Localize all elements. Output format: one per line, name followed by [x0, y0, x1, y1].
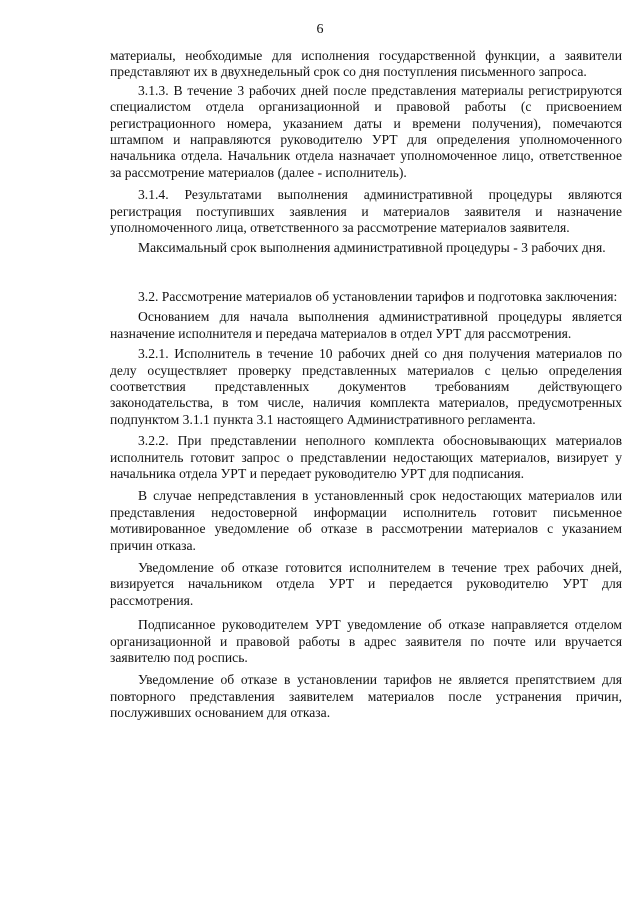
document-body [110, 48, 622, 722]
paragraph-max-term: Максимальный срок выполнения административной процедуры - 3 рабочих дня. [138, 240, 606, 256]
paragraph-not-obstacle: Уведомление об отказе в установлении тарифов не является препятствием для повторного представления заявителем материалов после устранения причин, послуживших основанием для отказа. [110, 672, 622, 721]
paragraph-non-submission: В случае непредставления в установленный срок недостающих материалов или представления недостоверной информации исполнитель готовит письменное мотивированное уведомление об отказе в рассмотрении материалов с указанием причин отказа. [110, 488, 622, 553]
paragraph-3-2-1: 3.2.1. Исполнитель в течение 10 рабочих дней со дня получения материалов по делу осуществляет проверку представленных материалов с целью определения соответствия представленных документов требованиям действующего законодательства, в том числе, наличия комплекта материалов, предусмотренных подпунктом 3.1.1 пункта 3.1 настоящего Административного регламента. [110, 346, 622, 427]
paragraph-refusal-notice: Уведомление об отказе готовится исполнителем в течение трех рабочих дней, визируется начальником отдела УРТ и передается руководителю УРТ для рассмотрения. [110, 559, 622, 608]
paragraph-3-1-3: 3.1.3. В течение 3 рабочих дней после представления материалы регистрируются специалистом отдела организационной и правовой работы (с присвоением регистрационного номера, указанием даты и времени получения), помечаются штампом и направляются руководителю УРТ для определения уполномоченного начальника отдела. Начальник отдела назначает уполномоченное лицо, ответственное за рассмотрение материалов (далее - исполнитель). [110, 82, 622, 180]
paragraph-basis: Основанием для начала выполнения административной процедуры является назначение исполнителя и передача материалов в отдел УРТ для рассмотрения. [110, 309, 622, 341]
paragraph-3-2-heading: 3.2. Рассмотрение материалов об установлении тарифов и подготовка заключения: [138, 288, 618, 304]
paragraph-3-1-4: 3.1.4. Результатами выполнения административной процедуры являются регистрация поступивших заявления и материалов заявителя и назначение уполномоченного лица, ответственного за рассмотрение материалов заявителя. [110, 187, 622, 236]
paragraph-continuation: материалы, необходимые для исполнения государственной функции, а заявители представляют их в двухнедельный срок со дня поступления письменного запроса. [110, 48, 622, 80]
paragraph-signed-notice: Подписанное руководителем УРТ уведомление об отказе направляется отделом организационной и правовой работы в адрес заявителя по почте или вручается заявителю под роспись. [110, 617, 622, 665]
page-number: 6 [316, 22, 324, 37]
paragraph-3-2-2: 3.2.2. При представлении неполного комплекта обосновывающих материалов исполнитель готовит запрос о представлении недостающих материалов, визирует у начальника отдела УРТ и передает руководителю УРТ для подписания. [110, 433, 622, 481]
